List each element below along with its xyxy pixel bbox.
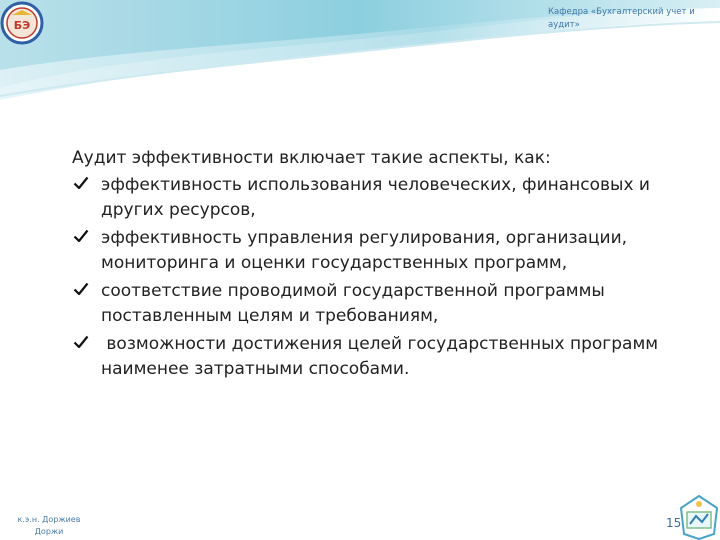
list-item-text: возможности достижения целей государственных программ наименее затратными способами. (101, 334, 664, 379)
list-item (72, 173, 692, 223)
list-item (72, 332, 692, 382)
list-item (72, 226, 692, 276)
checkmark-icon (73, 175, 89, 191)
checkmark-icon (73, 228, 89, 244)
university-emblem-icon (0, 0, 44, 46)
logo-left-text: БЭ (13, 19, 31, 32)
aspects-list (72, 173, 692, 382)
page-number: 15 (666, 516, 682, 530)
list-item-text: эффективность управления регулирования, организации, мониторинга и оценки государственных программ, (101, 228, 628, 273)
intro-text: Аудит эффективности включает такие аспекты, как: (72, 148, 551, 168)
content-area (72, 146, 692, 385)
department-emblem-icon (678, 494, 720, 540)
list-item-text: эффективность использования человеческих, финансовых и других ресурсов, (101, 175, 650, 220)
author-name: к.э.н. Доржиев Доржи (17, 515, 81, 536)
list-item (72, 279, 692, 329)
checkmark-icon (73, 281, 89, 297)
checkmark-icon (73, 334, 89, 350)
list-item-text: соответствие проводимой государственной программы поставленным целям и требованиям, (101, 281, 605, 326)
department-title: Кафедра «Бухгалтерский учет и аудит» (548, 7, 695, 30)
